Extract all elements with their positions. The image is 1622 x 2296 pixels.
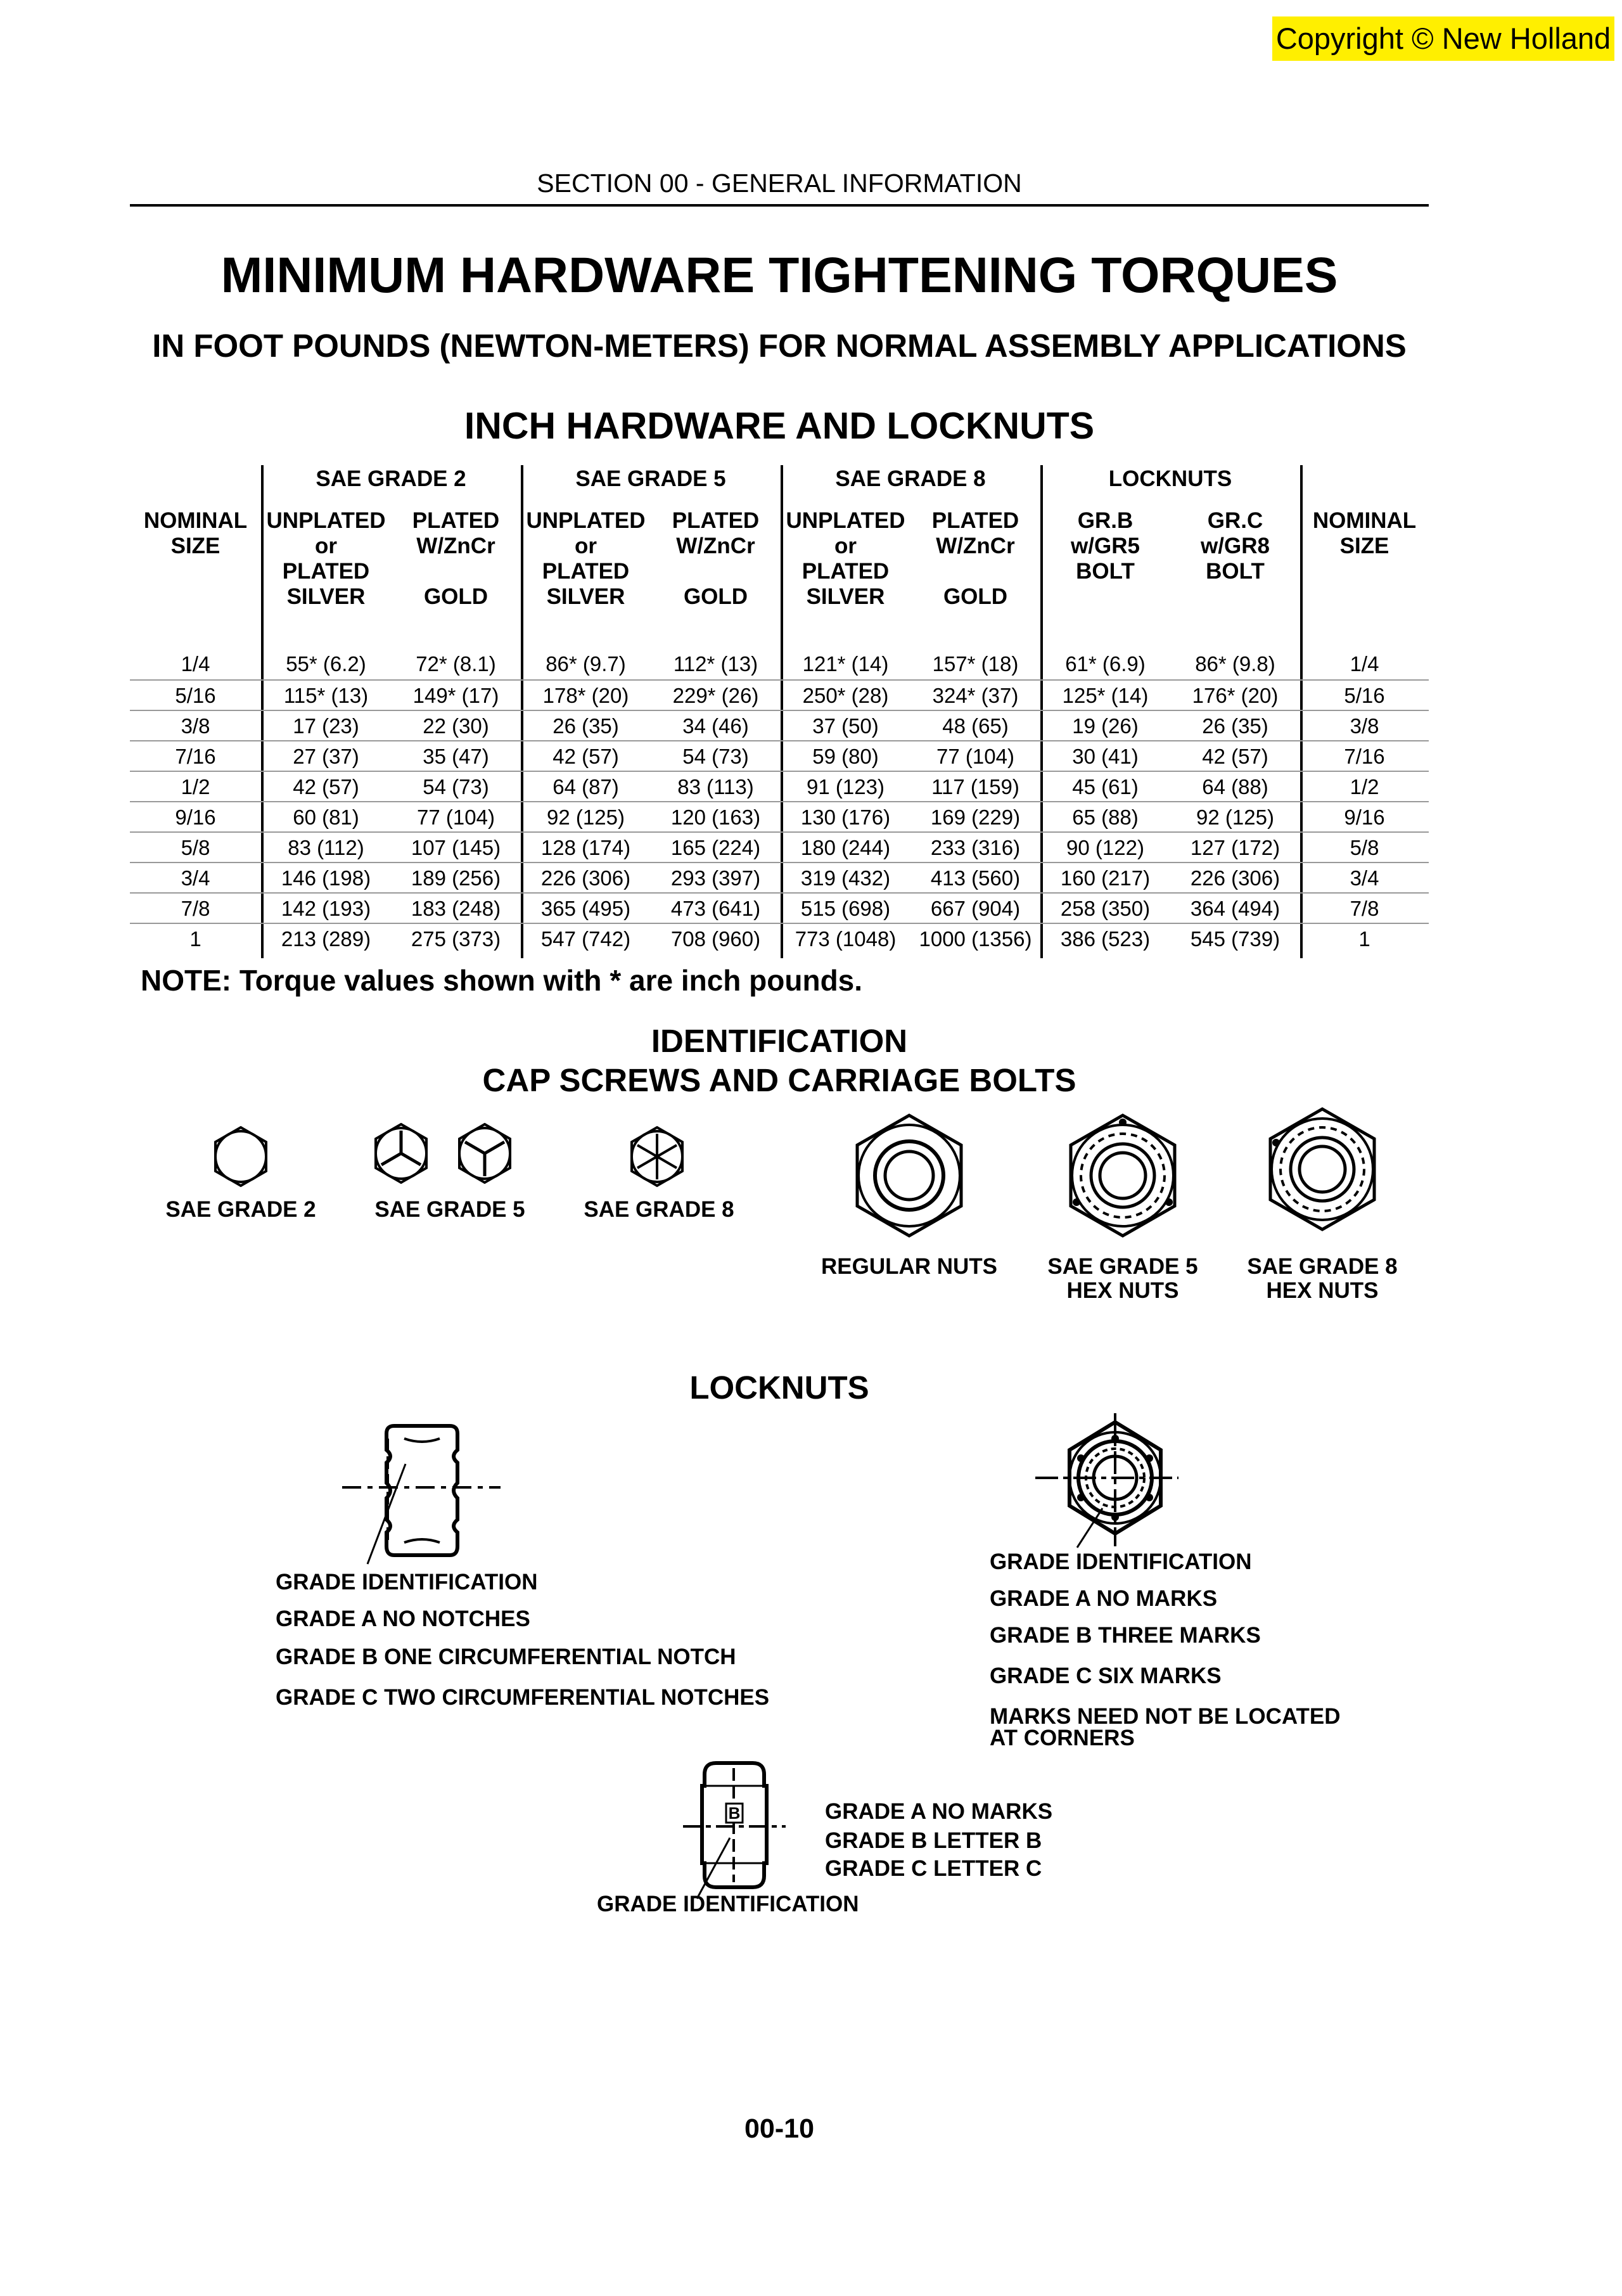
page-title: MINIMUM HARDWARE TIGHTENING TORQUES (220, 247, 1338, 303)
locknut-left-label: GRADE IDENTIFICATION (276, 1570, 538, 1594)
label-sae-grade5: SAE GRADE 5 (374, 1197, 525, 1222)
label-regular-nuts: REGULAR NUTS (821, 1254, 998, 1279)
locknut-letter-view-icon (672, 1755, 798, 1901)
locknut-right-label: GRADE B THREE MARKS (990, 1623, 1261, 1648)
identification-title: IDENTIFICATION CAP SCREWS AND CARRIAGE BOLTS (482, 1023, 1076, 1098)
sae-grade2-bolt-head-icon (209, 1125, 272, 1188)
torque-note: NOTE: Torque values shown with * are inch pounds. (141, 964, 863, 997)
table-row: 3/8 17 (23) 22 (30) 26 (35) 34 (46) 37 (50) 48 (65) 19 (26) 26 (35) 3/8 (130, 710, 1429, 741)
header-nominal-size: NOMINAL SIZE (143, 508, 248, 558)
label-sae-grade5-hex-nuts: SAE GRADE 5 HEX NUTS (1047, 1254, 1198, 1303)
label-sae-grade2: SAE GRADE 2 (165, 1197, 316, 1222)
header-plated: PLATED W/ZnCr GOLD (931, 508, 1019, 609)
locknut-right-label: GRADE A NO MARKS (990, 1586, 1218, 1611)
locknut-letter: B (728, 1804, 741, 1823)
sae-grade5-bolt-head-alt-icon (453, 1122, 516, 1185)
page-subtitle: IN FOOT POUNDS (NEWTON-METERS) FOR NORMAL ASSEMBLY APPLICATIONS (152, 328, 1407, 364)
torque-table (130, 465, 1429, 959)
header-nominal-size: NOMINAL SIZE (1312, 508, 1417, 558)
group-header-grade5: SAE GRADE 5 (575, 466, 726, 491)
section-header: SECTION 00 - GENERAL INFORMATION (537, 169, 1022, 198)
locknut-side-view-icon (291, 1420, 507, 1565)
page-number: 00-10 (744, 2113, 814, 2144)
label-sae-grade8-hex-nuts: SAE GRADE 8 HEX NUTS (1247, 1254, 1398, 1303)
locknut-right-label: MARKS NEED NOT BE LOCATED (990, 1704, 1341, 1729)
regular-nut-icon (846, 1112, 973, 1239)
copyright-notice: Copyright © New Holland (1272, 16, 1614, 61)
locknut-bottom-caption: GRADE IDENTIFICATION (597, 1892, 859, 1916)
table-row: 5/16 115* (13) 149* (17) 178* (20) 229* (26) 250* (28) 324* (37) 125* (14) 176* (20) 5/16 (130, 679, 1429, 711)
locknut-right-label: AT CORNERS (990, 1726, 1135, 1750)
table-row: 5/8 83 (112) 107 (145) 128 (174) 165 (224) 180 (244) 233 (316) 90 (122) 127 (172) 5/8 (130, 831, 1429, 863)
locknut-bottom-label: GRADE A NO MARKS (825, 1799, 1053, 1824)
table-row: 9/16 60 (81) 77 (104) 92 (125) 120 (163) 130 (176) 169 (229) 65 (88) 92 (125) 9/16 (130, 801, 1429, 833)
locknuts-title: LOCKNUTS (689, 1369, 869, 1406)
sae-grade8-bolt-head-icon (625, 1125, 689, 1188)
locknut-bottom-label: GRADE C LETTER C (825, 1856, 1042, 1881)
table-row: 7/16 27 (37) 35 (47) 42 (57) 54 (73) 59 (80) 77 (104) 30 (41) 42 (57) 7/16 (130, 740, 1429, 772)
table-title: INCH HARDWARE AND LOCKNUTS (464, 405, 1095, 447)
header-unplated: UNPLATED or PLATED SILVER (266, 508, 386, 609)
group-header-grade2: SAE GRADE 2 (316, 466, 466, 491)
locknut-right-label: GRADE IDENTIFICATION (990, 1549, 1252, 1574)
header-plated: PLATED W/ZnCr GOLD (672, 508, 760, 609)
sae-grade8-hex-nut-icon (1259, 1106, 1386, 1233)
locknut-right-label: GRADE C SIX MARKS (990, 1664, 1222, 1688)
table-row: 3/4 146 (198) 189 (256) 226 (306) 293 (397) 319 (432) 413 (560) 160 (217) 226 (306) 3/4 (130, 862, 1429, 894)
table-row: 7/8 142 (193) 183 (248) 365 (495) 473 (641) 515 (698) 667 (904) 258 (350) 364 (494) 7/8 (130, 892, 1429, 924)
header-plated: PLATED W/ZnCr GOLD (412, 508, 500, 609)
header-unplated: UNPLATED or PLATED SILVER (786, 508, 905, 609)
locknut-left-label: GRADE A NO NOTCHES (276, 1607, 530, 1631)
locknut-bottom-label: GRADE B LETTER B (825, 1828, 1042, 1853)
header-grade-b: GR.B w/GR5 BOLT (1071, 508, 1140, 584)
locknut-left-label: GRADE B ONE CIRCUMFERENTIAL NOTCH (276, 1645, 736, 1669)
table-row: 1/2 42 (57) 54 (73) 64 (87) 83 (113) 91 (123) 117 (159) 45 (61) 64 (88) 1/2 (130, 771, 1429, 802)
header-rule (130, 204, 1429, 207)
group-header-grade8: SAE GRADE 8 (835, 466, 986, 491)
table-row: 1/4 55* (6.2) 72* (8.1) 86* (9.7) 112* (13) 121* (14) 157* (18) 61* (6.9) 86* (9.8) 1/4 (181, 652, 1379, 676)
sae-grade5-bolt-head-icon (369, 1122, 433, 1185)
table-row: 1 213 (289) 275 (373) 547 (742) 708 (960) 773 (1048) 1000 (1356) 386 (523) 545 (739) 1 (130, 923, 1429, 954)
header-unplated: UNPLATED or PLATED SILVER (526, 508, 646, 609)
label-sae-grade8: SAE GRADE 8 (584, 1197, 734, 1222)
header-grade-c: GR.C w/GR8 BOLT (1201, 508, 1270, 584)
locknut-left-label: GRADE C TWO CIRCUMFERENTIAL NOTCHES (276, 1685, 770, 1710)
sae-grade5-hex-nut-icon (1059, 1112, 1186, 1239)
group-header-locknuts: LOCKNUTS (1108, 466, 1232, 491)
